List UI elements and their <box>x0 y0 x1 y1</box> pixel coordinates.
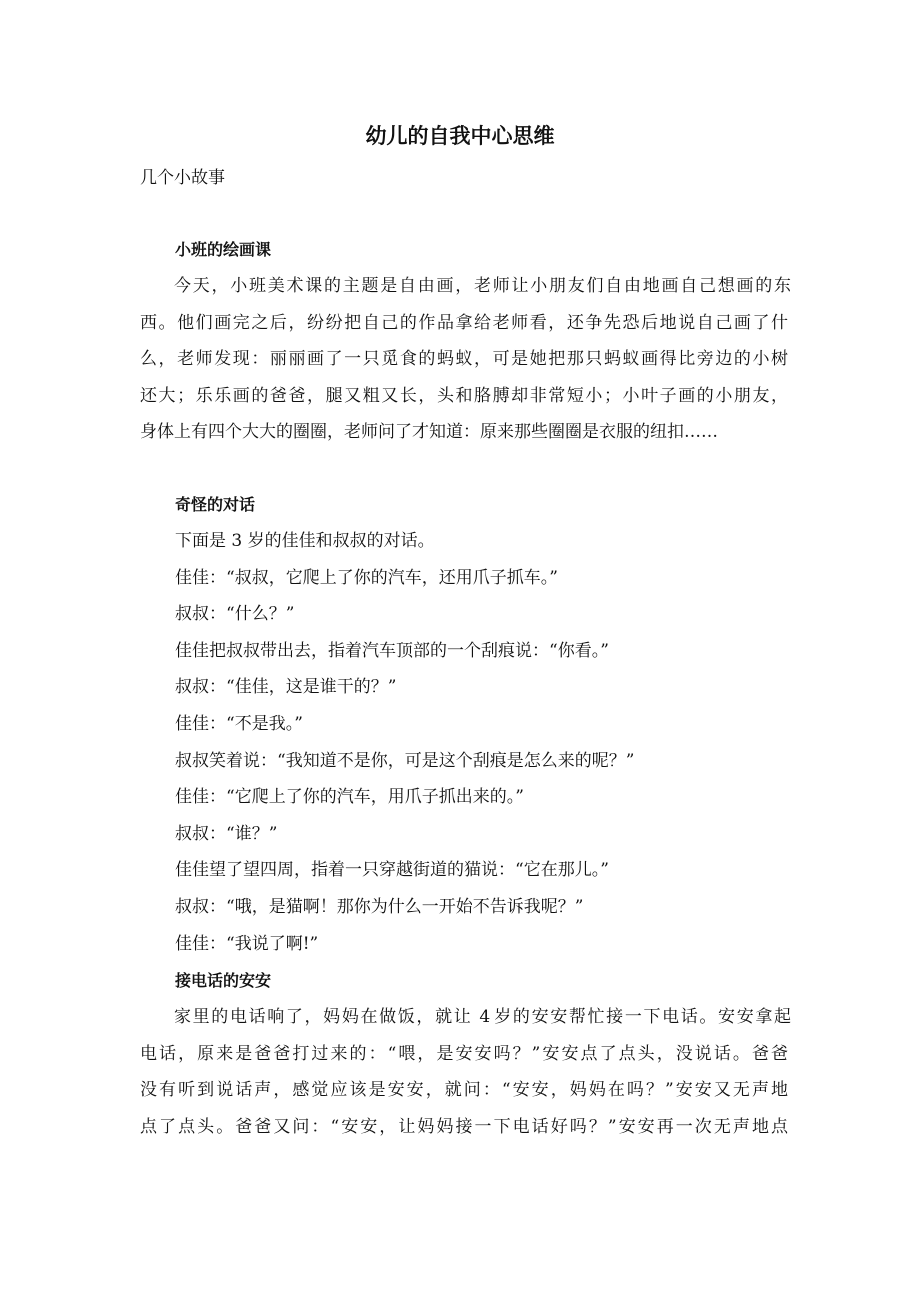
paragraph-line: 家里的电话响了，妈妈在做饭，就让 4 岁的安安帮忙接一下电话。安安拿起 <box>174 1007 788 1027</box>
dialogue-line: 佳佳把叔叔带出去，指着汽车顶部的一个刮痕说：“你看。” <box>175 640 609 661</box>
section-heading: 奇怪的对话 <box>175 495 256 514</box>
dialogue-line: 佳佳望了望四周，指着一只穿越街道的猫说：“它在那儿。” <box>175 860 609 881</box>
dialogue-line: 下面是 3 岁的佳佳和叔叔的对话。 <box>175 531 435 551</box>
dialogue-line: 佳佳：“它爬上了你的汽车，用爪子抓出来的。” <box>175 787 524 808</box>
section-drawing-class <box>140 232 788 451</box>
document-subtitle: 几个小故事 <box>140 168 225 188</box>
section-paragraph <box>140 268 788 451</box>
dialogue-line: 叔叔：“哦，是猫啊！那你为什么一开始不告诉我呢？” <box>175 896 584 917</box>
dialogue-line: 叔叔：“谁？” <box>175 823 278 844</box>
paragraph-line: 西。他们画完之后，纷纷把自己的作品拿给老师看，还争先恐后地说自己画了什 <box>140 312 788 333</box>
section-heading: 小班的绘画课 <box>175 240 272 259</box>
paragraph-line: 么，老师发现：丽丽画了一只觅食的蚂蚁，可是她把那只蚂蚁画得比旁边的小树 <box>140 349 788 369</box>
section-paragraph <box>140 999 788 1145</box>
section-answering-phone <box>140 963 788 1145</box>
paragraph-line: 身体上有四个大大的圈圈，老师问了才知道：原来那些圈圈是衣服的纽扣…… <box>140 422 718 442</box>
dialogue-line: 叔叔：“什么？” <box>175 604 295 625</box>
document-title: 幼儿的自我中心思维 <box>365 124 555 148</box>
dialogue-line: 佳佳：“我说了啊!” <box>175 933 319 954</box>
paragraph-line: 电话，原来是爸爸打过来的：“喂，是安安吗？”安安点了点头，没说话。爸爸 <box>140 1043 788 1064</box>
dialogue-line: 叔叔笑着说：“我知道不是你，可是这个刮痕是怎么来的呢？” <box>175 750 635 771</box>
dialogue-line: 佳佳：“叔叔，它爬上了你的汽车，还用爪子抓车。” <box>175 567 558 588</box>
dialogue-line: 叔叔：“佳佳，这是谁干的？” <box>175 677 397 698</box>
section-strange-dialogue <box>140 487 788 962</box>
dialogue-line: 佳佳：“不是我。” <box>175 713 303 734</box>
paragraph-line: 今天，小班美术课的主题是自由画，老师让小朋友们自由地画自己想画的东 <box>174 276 788 296</box>
dialogue-list <box>140 523 788 962</box>
paragraph-line: 还大；乐乐画的爸爸，腿又粗又长，头和胳膊却非常短小；小叶子画的小朋友， <box>140 385 788 406</box>
section-heading: 接电话的安安 <box>175 971 272 990</box>
paragraph-line: 没有听到说话声，感觉应该是安安，就问：“安安，妈妈在吗？”安安又无声地 <box>140 1080 788 1100</box>
paragraph-line: 点了点头。爸爸又问：“安安，让妈妈接一下电话好吗？”安安再一次无声地点 <box>140 1116 788 1137</box>
